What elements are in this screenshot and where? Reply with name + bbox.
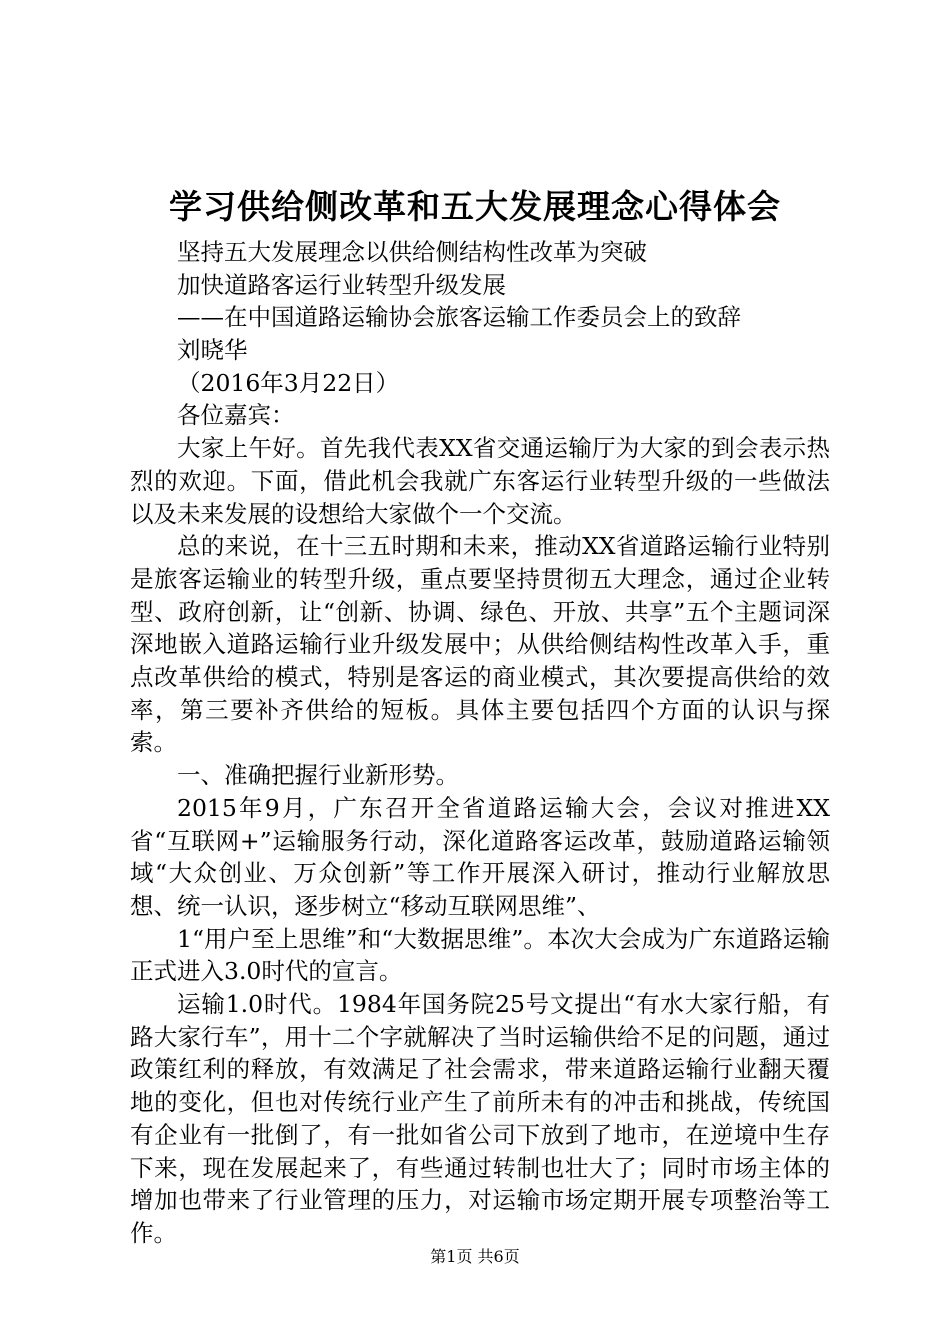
document-body <box>130 236 830 1250</box>
author-name: 刘晓华 <box>177 336 248 365</box>
paragraph-5: 运输1.0时代。1984年国务院25号文提出“有水大家行船，有路大家行车”，用十二个字就解决了当时运输供给不足的问题，通过政策红利的释放，有效满足了社会需求，带来道路运输行业翻天覆地的变化，但也对传统行业产生了前所未有的冲击和挑战，传统国有企业有一批倒了，有一批如省公司下放到了地市，在逆境中生存下来，现在发展起来了，有些通过转制也壮大了；同时市场主体的增加也带来了行业管理的压力，对运输市场定期开展专项整治等工作。 <box>130 990 830 1247</box>
subtitle-line-2: 加快道路客运行业转型升级发展 <box>177 270 506 299</box>
section-heading-1: 一、准确把握行业新形势。 <box>177 761 459 790</box>
paragraph-2: 总的来说，在十三五时期和未来，推动XX省道路运输行业特别是旅客运输业的转型升级，重点要坚持贯彻五大理念，通过企业转型、政府创新，让“创新、协调、绿色、开放、共享”五个主题词深深地嵌入道路运输行业升级发展中；从供给侧结构性改革入手，重点改革供给的模式，特别是客运的商业模式，其次要提高供给的效率，第三要补齐供给的短板。具体主要包括四个方面的认识与探索。 <box>130 532 830 757</box>
page-number-footer: 第1页 共6页 <box>430 1247 520 1266</box>
subtitle-line-3: ——在中国道路运输协会旅客运输工作委员会上的致辞 <box>177 303 741 332</box>
paragraph-3: 2015年9月，广东召开全省道路运输大会，会议对推进XX省“互联网+”运输服务行动，深化道路客运改革，鼓励道路运输领域“大众创业、万众创新”等工作开展深入研讨，推动行业解放思想、统一认识，逐步树立“移动互联网思维”、 <box>130 793 830 920</box>
salutation: 各位嘉宾： <box>177 401 295 430</box>
paragraph-1: 大家上午好。首先我代表XX省交通运输厅为大家的到会表示热烈的欢迎。下面，借此机会我就广东客运行业转型升级的一些做法以及未来发展的设想给大家做个一个交流。 <box>130 434 830 528</box>
paragraph-4: 1“用户至上思维”和“大数据思维”。本次大会成为广东道路运输正式进入3.0时代的宣言。 <box>130 924 830 986</box>
speech-date: （2016年3月22日） <box>177 368 400 397</box>
subtitle-line-1: 坚持五大发展理念以供给侧结构性改革为突破 <box>177 238 647 266</box>
document-title: 学习供给侧改革和五大发展理念心得体会 <box>169 187 781 226</box>
